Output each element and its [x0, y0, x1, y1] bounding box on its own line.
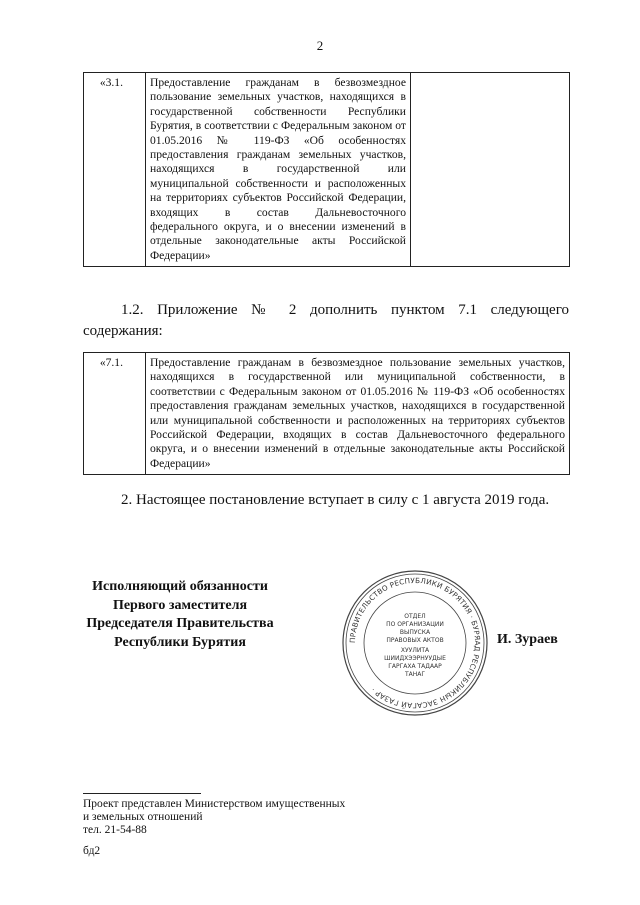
- seal-inner-line: ОТДЕЛ: [404, 613, 426, 620]
- empty-cell: [411, 73, 570, 267]
- seal-inner-line: ВЫПУСКА: [399, 629, 431, 636]
- footnote-line: Проект представлен Министерством имущественных: [83, 798, 346, 810]
- signatory-title-line: Первого заместителя: [112, 597, 248, 613]
- item-text: Предоставление гражданам в безвозмездное пользование земельных участков, находящихся в государственной собственности Республики Бурятия, в соответствии с Федеральным законом от 01.05.2016 № 119-ФЗ «Об особенностях предоставления гражданам земельных участков, находящихся в государственной или муниципальной собственности и расположенных на территориях субъектов Российской Федерации, входящих в состав Дальневосточного федерального округа, и о внесении изменений в отдельные законодательные акты Российской Федерации»: [146, 73, 411, 267]
- signatory-title-line: Исполняющий обязанности: [92, 579, 268, 594]
- seal-inner-line: ГАРГАХА ТАДААР: [388, 663, 442, 670]
- item-number: «3.1.: [84, 73, 146, 267]
- amendment-table-7-1: [83, 352, 570, 475]
- signatory-title-line: Председателя Правительства: [86, 616, 274, 631]
- amendment-table-3-1: [83, 72, 570, 267]
- seal-inner-line: ПО ОРГАНИЗАЦИИ: [386, 621, 444, 628]
- seal-inner-line: ТАНАГ: [404, 671, 426, 678]
- seal-inner-line: ШИИДХЭЭРНУУДЫЕ: [384, 655, 446, 662]
- seal-outer-text: ПРАВИТЕЛЬСТВО РЕСПУБЛИКИ БУРЯТИЯ · БУРЯАД РЕСПУБЛИКЫН ЗАСАГАЙ ГАЗАР ·: [347, 575, 483, 711]
- seal-inner-line: ХУУЛИТА: [400, 647, 430, 654]
- item-number: «7.1.: [84, 353, 146, 475]
- signatory-name: И. Зураев: [497, 632, 558, 647]
- footnote-divider: [83, 793, 201, 794]
- footnote-line: и земельных отношений: [83, 811, 203, 823]
- signatory-title: [70, 578, 290, 652]
- item-text: Предоставление гражданам в безвозмездное пользование земельных участков, находящихся в государственной или муниципальной собственности, в соответствии с Федеральным законом от 01.05.2016 № 119-ФЗ «Об особенностях предоставления гражданам земельных участков, находящихся в государственной или муниципальной собственности и расположенных на территориях субъектов Российской Федерации, входящих в состав Дальневосточного федерального округа, и о внесении изменений в отдельные законодательные акты Российской Федерации»: [146, 353, 570, 475]
- document-code: бд2: [83, 845, 101, 857]
- footnote: [83, 798, 345, 837]
- page-number: 2: [316, 38, 324, 53]
- official-seal-icon: [340, 568, 490, 718]
- paragraph-2: 2. Настоящее постановление вступает в силу с 1 августа 2019 года.: [121, 492, 550, 508]
- table-row: [84, 73, 570, 267]
- signatory-title-line: Республики Бурятия: [114, 634, 246, 650]
- footnote-line: тел. 21-54-88: [83, 824, 147, 836]
- table-row: [84, 353, 570, 475]
- seal-inner-line: ПРАВОВЫХ АКТОВ: [386, 637, 444, 644]
- paragraph-1-2: 1.2. Приложение № 2 дополнить пунктом 7.1 следующего содержания:: [83, 302, 569, 339]
